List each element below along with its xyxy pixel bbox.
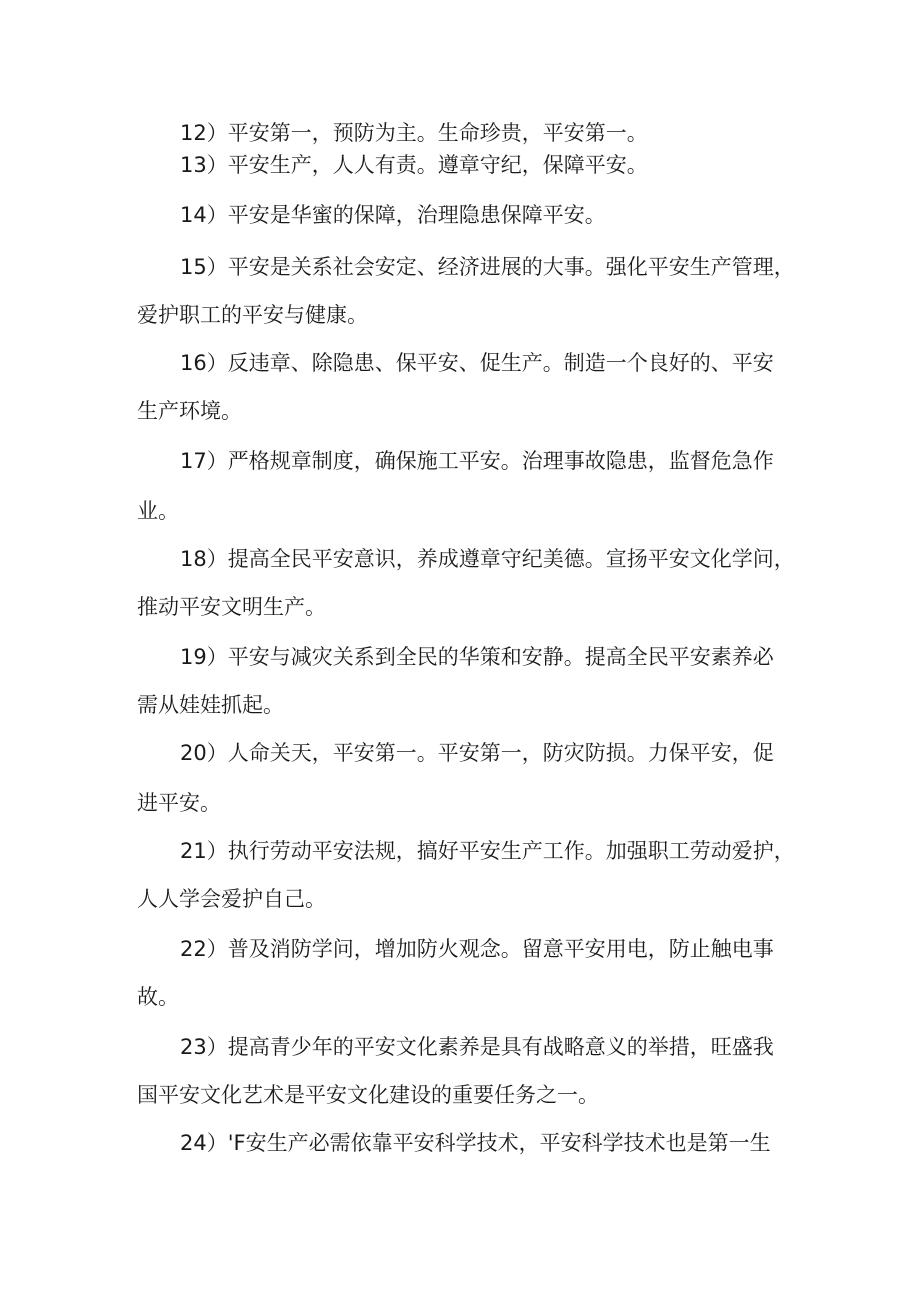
paragraph-23-line-2: 国平安文化艺术是平安文化建设的重要任务之一。 [137,1083,599,1107]
paragraph-14-line-1: 14）平安是华蜜的保障，治理隐患保障平安。 [180,203,606,227]
paragraph-21-line-1: 21）执行劳动平安法规，搞好平安生产工作。加强职工劳动爱护， [180,839,795,863]
paragraph-16-line-1: 16）反违章、除隐患、保平安、促生产。制造一个良好的、平安 [180,351,774,375]
paragraph-15-line-2: 爱护职工的平安与健康。 [137,303,368,327]
paragraph-20-line-2: 进平安。 [137,791,221,815]
paragraph-23-line-1: 23）提高青少年的平安文化素养是具有战略意义的举措，旺盛我 [180,1035,774,1059]
paragraph-19-line-2: 需从娃娃抓起。 [137,693,284,717]
paragraph-19-line-1: 19）平安与减灾关系到全民的华策和安静。提高全民平安素养必 [180,645,774,669]
paragraph-17-line-2: 业。 [137,499,179,523]
paragraph-18-line-1: 18）提高全民平安意识，养成遵章守纪美德。宣扬平安文化学问， [180,547,795,571]
paragraph-22-line-2: 故。 [137,985,179,1009]
paragraph-24-line-1: 24）'F安生产必需依靠平安科学技术，平安科学技术也是第一生 [180,1131,771,1155]
paragraph-17-line-1: 17）严格规章制度，确保施工平安。治理事故隐患，监督危急作 [180,449,774,473]
paragraph-21-line-2: 人人学会爱护自己。 [137,887,326,911]
paragraph-22-line-1: 22）普及消防学问，增加防火观念。留意平安用电，防止触电事 [180,937,774,961]
paragraph-16-line-2: 生产环境。 [137,399,242,423]
paragraph-13-line-1: 13）平安生产，人人有责。遵章守纪，保障平安。 [180,153,648,177]
paragraph-15-line-1: 15）平安是关系社会安定、经济进展的大事。强化平安生产管理， [180,255,795,279]
paragraph-20-line-1: 20）人命关天，平安第一。平安第一，防灾防损。力保平安，促 [180,741,774,765]
paragraph-18-line-2: 推动平安文明生产。 [137,595,326,619]
paragraph-12-line-1: 12）平安第一，预防为主。生命珍贵，平安第一。 [180,121,648,145]
